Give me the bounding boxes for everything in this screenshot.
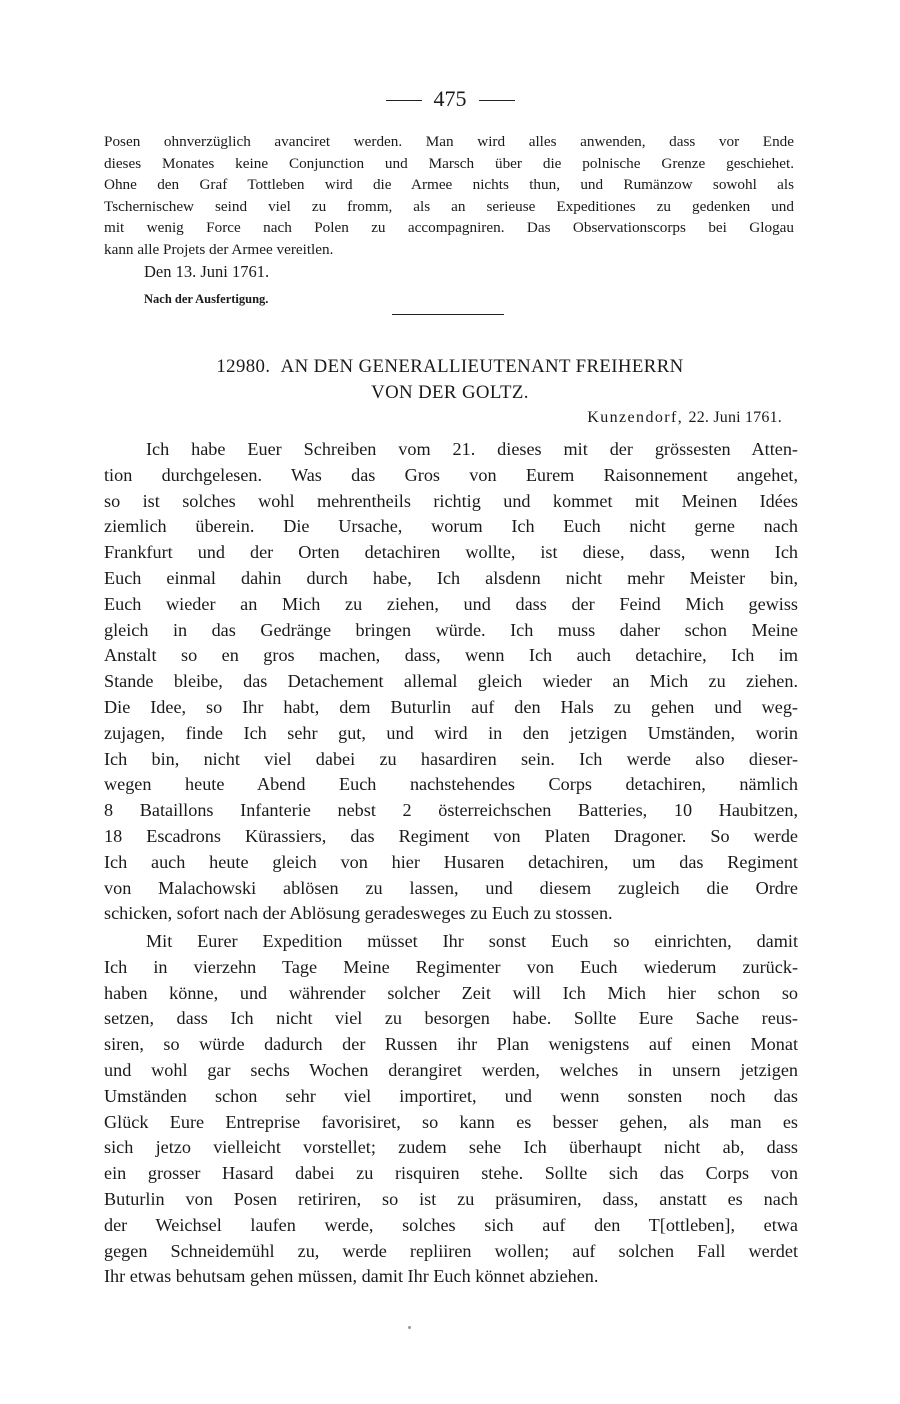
letter-number: 12980. xyxy=(216,356,271,377)
section-divider xyxy=(392,314,504,315)
continuation-line: mit wenig Force nach Polen zu accompagniren. Das Observationscorps bei Glogau xyxy=(104,219,794,237)
letter-line: siren, so würde dadurch der Russen ihr Plan wenigstens auf einen Monat xyxy=(104,1034,798,1055)
letter-line: so ist solches wohl mehrentheils richtig und kommet mit Meinen Idées xyxy=(104,490,798,511)
letter-line: Ich in vierzehn Tage Meine Regimenter von Euch wiederum zurück- xyxy=(104,956,798,977)
letter-line: haben könne, und währender solcher Zeit will Ich Mich hier schon so xyxy=(104,982,798,1003)
continuation-paragraph xyxy=(104,131,794,261)
letter-line: Euch wieder an Mich zu ziehen, und dass der Feind Mich gewiss xyxy=(104,593,798,614)
letter-line: wegen heute Abend Euch nachstehendes Corps detachiren, nämlich xyxy=(104,774,798,795)
letter-line: 8 Bataillons Infanterie nebst 2 österreichschen Batteries, 10 Haubitzen, xyxy=(104,800,798,821)
letter-line: gleich in das Gedränge bringen würde. Ich muss daher schon Meine xyxy=(104,619,798,640)
letter-line: Ich habe Euer Schreiben vom 21. dieses mit der grössesten Atten- xyxy=(146,439,798,459)
continuation-line: dieses Monates keine Conjunction und Marsch über die polnische Grenze geschiehet. xyxy=(104,154,794,172)
letter-heading-line1: AN DEN GENERALLIEUTENANT FREIHERRN xyxy=(280,356,684,377)
letter-line: Frankfurt und der Orten detachiren wollte, ist diese, dass, wenn Ich xyxy=(104,542,798,563)
letter-line: Ich auch heute gleich von hier Husaren detachiren, um das Regiment xyxy=(104,851,798,872)
continuation-source-note: Nach der Ausfertigung. xyxy=(144,292,269,306)
letter-line: der Weichsel laufen werde, solches sich auf den T[ottleben], etwa xyxy=(104,1214,798,1235)
letter-line: Die Idee, so Ihr habt, dem Buturlin auf den Hals zu gehen und weg- xyxy=(104,696,798,717)
letter-paragraph-1 xyxy=(104,437,798,927)
letter-line: Euch einmal dahin durch habe, Ich alsdenn nicht mehr Meister bin, xyxy=(104,567,798,588)
letter-dateline xyxy=(587,409,782,427)
letter-line: Ich bin, nicht viel dabei zu hasardiren sein. Ich werde also dieser- xyxy=(104,748,798,769)
continuation-line: Tschernischew seind viel zu fromm, als an serieuse Expeditiones zu gedenken und xyxy=(104,197,794,215)
letter-line: Buturlin von Posen retiriren, so ist zu präsumiren, dass, anstatt es nach xyxy=(104,1188,798,1209)
page-number-dash-left xyxy=(386,100,422,101)
letter-line: ziemlich überein. Die Ursache, worum Ich Euch nicht gerne nach xyxy=(104,516,798,537)
continuation-date: Den 13. Juni 1761. xyxy=(144,262,270,281)
letter-paragraph-2 xyxy=(104,929,798,1290)
continuation-line: Ohne den Graf Tottleben wird die Armee nichts thun, und Rumänzow sowohl als xyxy=(104,176,794,194)
letter-heading-line2: VON DER GOLTZ. xyxy=(371,382,529,403)
continuation-line: kann alle Projets der Armee vereitlen. xyxy=(104,240,334,258)
letter-line: gegen Schneidemühl zu, werde repliiren wollen; auf solchen Fall werdet xyxy=(104,1240,798,1261)
letter-place: Kunzendorf, xyxy=(587,409,684,426)
letter-line: tion durchgelesen. Was das Gros von Eurem Raisonnement angehet, xyxy=(104,464,798,485)
letter-line: sich jetzo vielleicht vorstellet; zudem sehe Ich überhaupt nicht ab, dass xyxy=(104,1137,798,1158)
letter-line: schicken, sofort nach der Ablösung geradesweges zu Euch zu stossen. xyxy=(104,903,613,924)
letter-line: Anstalt so en gros machen, dass, wenn Ich auch detachire, Ich im xyxy=(104,645,798,666)
page-number xyxy=(0,86,900,112)
page-number-text: 475 xyxy=(433,86,467,111)
letter-line: und wohl gar sechs Wochen derangiret werden, welches in unsern jetzigen xyxy=(104,1059,798,1080)
letter-line: Mit Eurer Expedition müsset Ihr sonst Euch so einrichten, damit xyxy=(146,931,798,951)
letter-line: 18 Escadrons Kürassiers, das Regiment von Platen Dragoner. So werde xyxy=(104,825,798,846)
letter-line: Umständen schon sehr viel importiret, und wenn sonsten noch das xyxy=(104,1085,798,1106)
letter-line: Ihr etwas behutsam gehen müssen, damit Ihr Euch könnet abziehen. xyxy=(104,1266,599,1287)
letter-line: ein grosser Hasard dabei zu risquiren stehe. Sollte sich das Corps von xyxy=(104,1163,798,1184)
letter-heading xyxy=(0,356,900,378)
letter-line: von Malachowski ablösen zu lassen, und diesem zugleich die Ordre xyxy=(104,877,798,898)
continuation-line: Posen ohnverzüglich avanciret werden. Man wird alles anwenden, dass vor Ende xyxy=(104,133,794,150)
letter-line: setzen, dass Ich nicht viel zu besorgen habe. Sollte Eure Sache reus- xyxy=(104,1008,798,1029)
letter-line: Stande bleibe, das Detachement allemal gleich wieder an Mich zu ziehen. xyxy=(104,671,798,692)
page-number-dash-right xyxy=(479,100,515,101)
letter-date: 22. Juni 1761. xyxy=(688,409,782,426)
letter-line: Glück Eure Entreprise favorisiret, so kann es besser gehen, als man es xyxy=(104,1111,798,1132)
letter-line: zujagen, finde Ich sehr gut, und wird in den jetzigen Umständen, worin xyxy=(104,722,798,743)
ink-speck xyxy=(408,1326,411,1329)
